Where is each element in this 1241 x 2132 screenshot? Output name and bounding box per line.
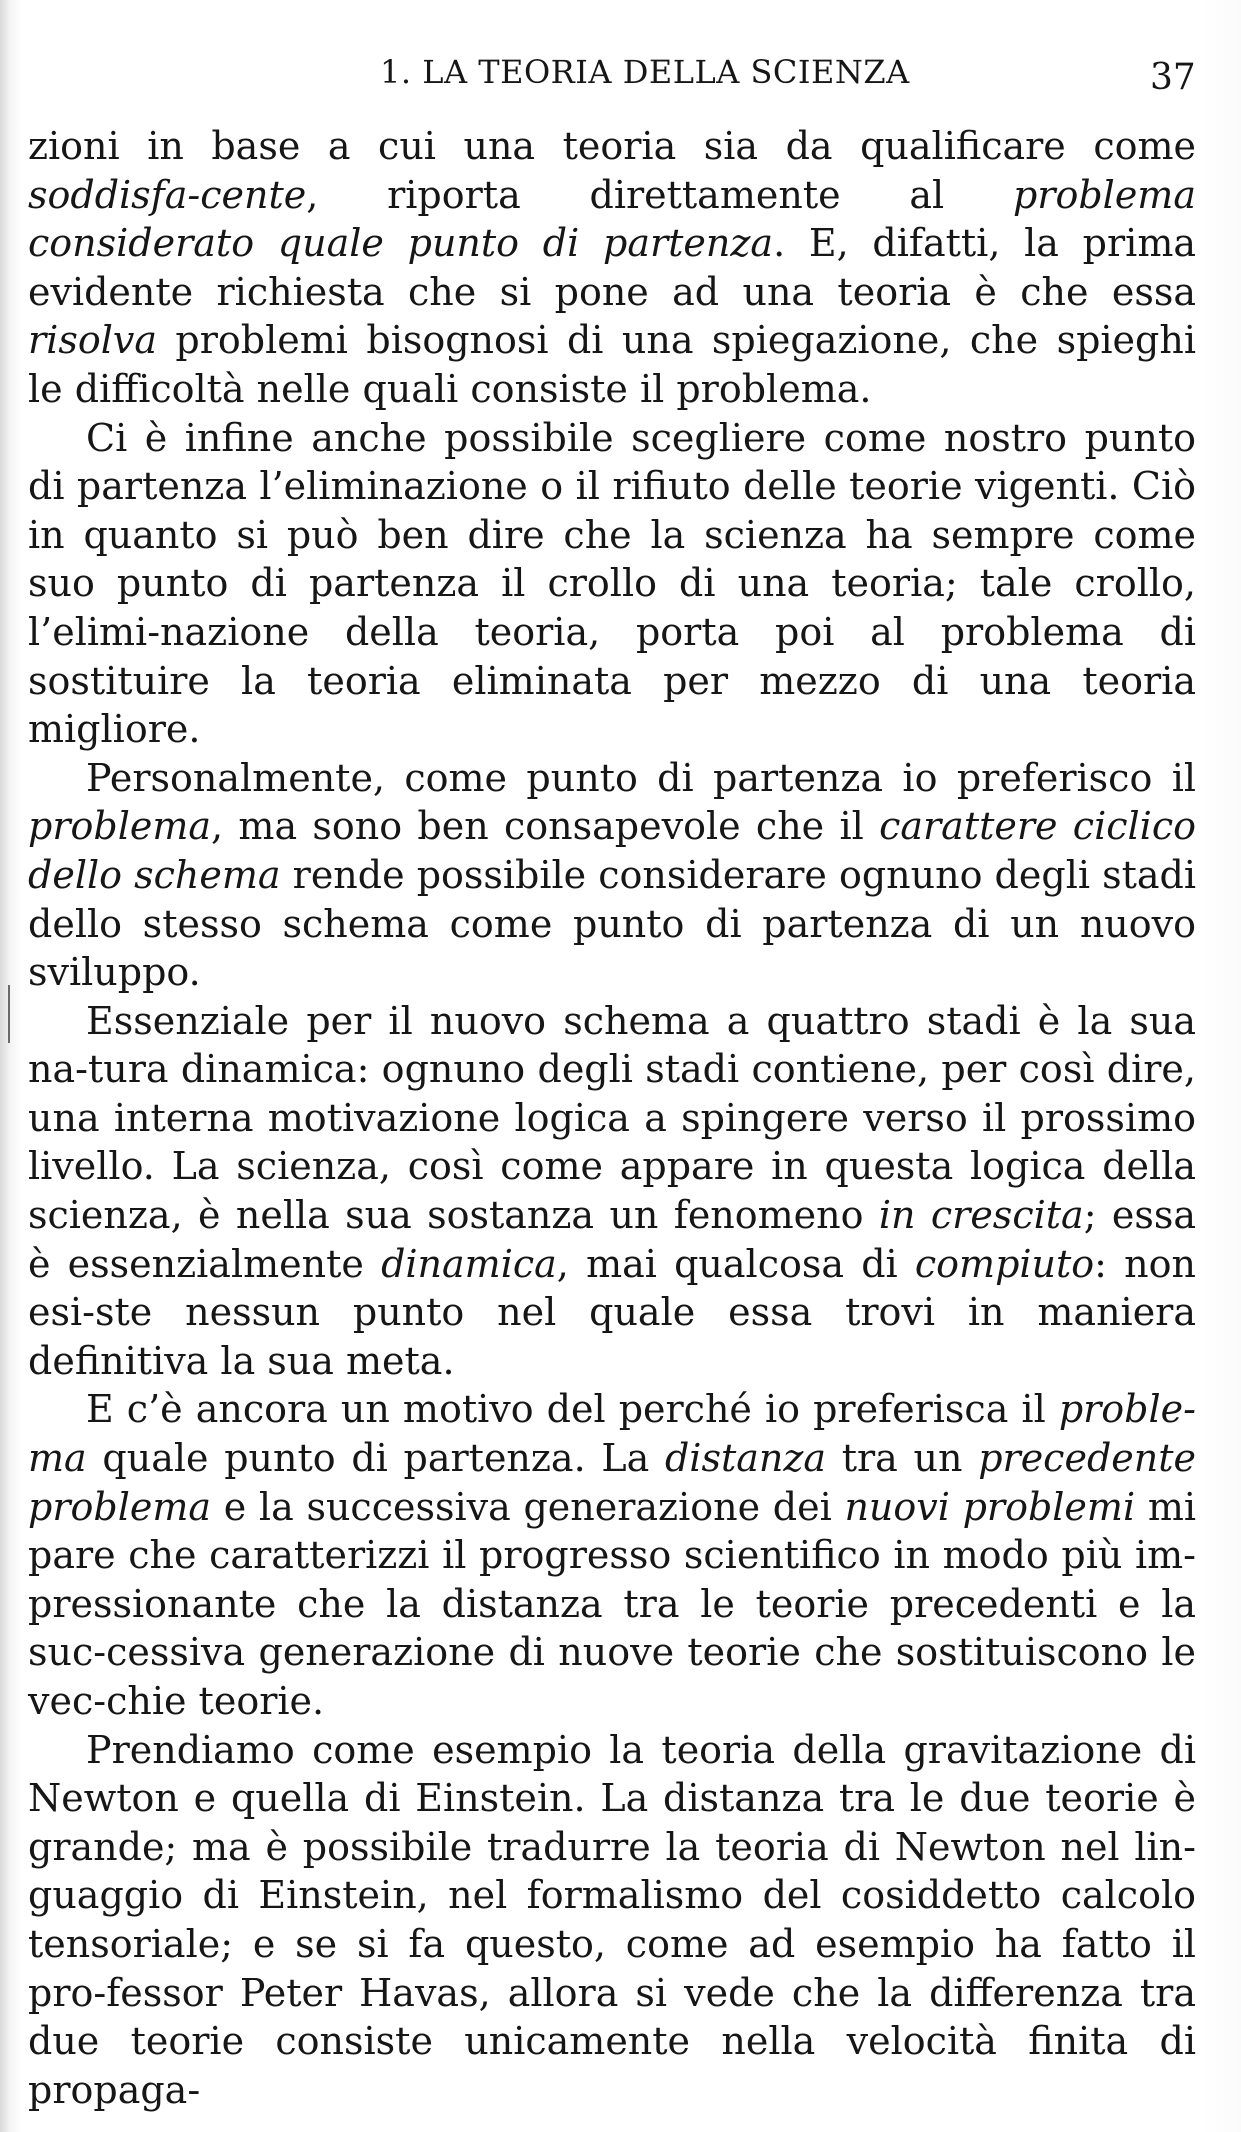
text-run: , riporta direttamente al [306,172,1013,217]
text-run: e la successiva generazione dei [211,1484,845,1529]
paragraph [28,414,1196,754]
chapter-running-title: 1. LA TEORIA DELLA SCIENZA [380,53,910,91]
text-run: tra un [826,1436,979,1481]
page-number: 37 [1150,57,1196,98]
paragraph [28,122,1196,414]
paragraph [28,1385,1196,1725]
italic-run: compiuto [914,1241,1095,1286]
text-run: quale punto di partenza. La [86,1436,665,1481]
text-run: rende possibile considerare ognuno degli stadi dello stesso schema come punto di partenza di un nuovo sviluppo. [28,852,1197,995]
italic-run: risolva [28,318,157,363]
paragraph [28,997,1196,1386]
text-run: . E, difatti, la prima evidente richiesta che si pone ad una teoria è che essa [28,221,1197,314]
running-header [0,42,1241,102]
italic-run: distanza [664,1436,827,1481]
italic-run: proble-ma [28,1387,1196,1481]
italic-run: nuovi problemi [844,1484,1136,1529]
text-run: zioni in base a cui una teoria sia da qualificare come [28,124,1196,168]
text-run: , mai qualcosa di [556,1241,915,1286]
italic-run: problema [28,804,212,849]
paragraph [28,754,1196,997]
italic-run: soddisfa-cente [28,172,307,217]
text-run: Personalmente, come punto di partenza io preferisco il [86,755,1196,800]
body-text [28,122,1196,2112]
text-run: ; essa è essenzialmente [28,1193,1196,1286]
text-run: problemi bisognosi di una spiegazione, che spieghi le difficoltà nelle quali consiste il problema. [28,318,1196,411]
text-run: E c’è ancora un motivo del perché io preferisca il [86,1387,1059,1432]
text-run: : non esi-ste nessun punto nel quale essa trovi in maniera definitiva la sua meta. [28,1241,1196,1383]
italic-run: problema considerato quale punto di partenza [28,172,1196,266]
text-run: Prendiamo come esempio la teoria della gravitazione di Newton e quella di Einstein. La distanza tra le due teorie è grande; ma è possibile tradurre la teoria di Newton nel lin-guaggio di Einstein, nel formalismo del cosiddetto calcolo tensoriale; e se si fa questo, come ad esempio ha fatto il pro-fessor Peter Havas, allora si vede che la differenza tra due teorie consiste unicamente nella velocità finita di propaga- [28,1727,1196,2112]
italic-run: carattere ciclico dello schema [28,804,1196,897]
italic-run: in crescita [878,1193,1084,1238]
paragraph [28,1726,1196,2115]
margin-pencil-mark [8,985,10,1043]
text-run: , ma sono ben consapevole che il [211,804,880,849]
text-run: mi pare che caratterizzi il progresso scientifico in modo più im-pressionante che la distanza tra le teorie precedenti e la suc-cessiva generazione di nuove teorie che sostituiscono le vec-chie teorie. [28,1484,1196,1723]
italic-run: dinamica [381,1241,557,1286]
text-run: Ci è infine anche possibile scegliere come nostro punto di partenza l’eliminazione o il rifiuto delle teorie vigenti. Ciò in quanto si può ben dire che la scienza ha sempre come suo punto di partenza il crollo di una teoria; tale crollo, l’elimi-nazione della teoria, porta poi al problema di sostituire la teoria eliminata per mezzo di una teoria migliore. [28,415,1196,752]
italic-run: precedente problema [28,1436,1196,1529]
text-run: Essenziale per il nuovo schema a quattro stadi è la sua na-tura dinamica: ognuno degli stadi contiene, per così dire, una interna motivazione logica a spingere verso il prossimo livello. La scienza, così come appare in questa logica della scienza, è nella sua sostanza un fenomeno [28,998,1196,1238]
